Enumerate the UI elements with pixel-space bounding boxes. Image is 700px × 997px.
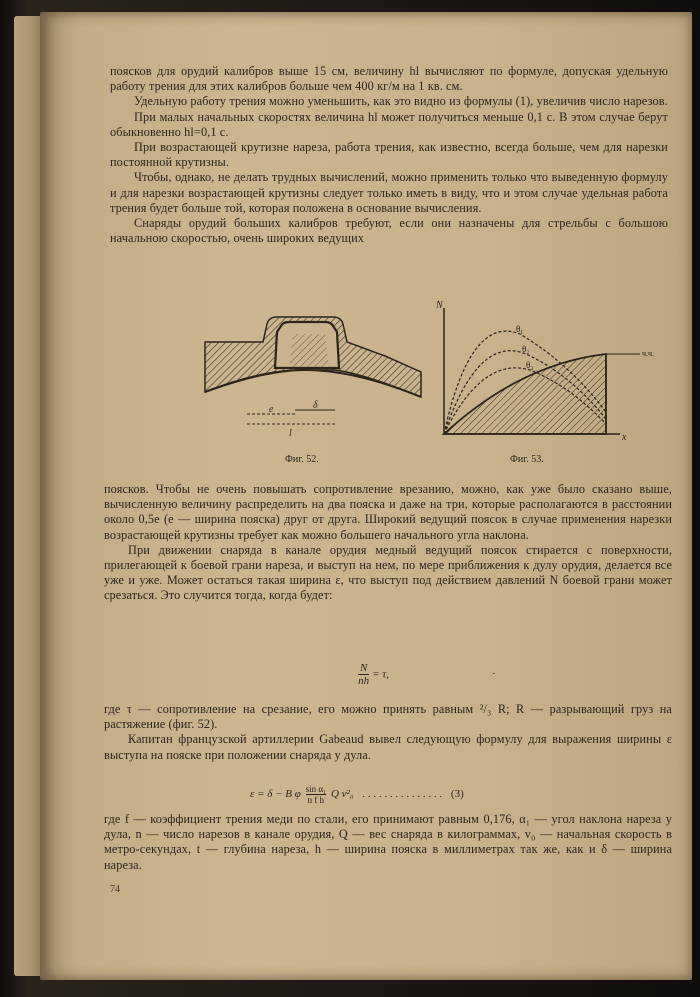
fig53-label-t2: θ₂ [522, 344, 530, 354]
fig52-label-e: e [269, 404, 274, 415]
paragraph: При малых начальных скоростях величина hl может получиться меньше 0,1 с. В этом случае берут обыкновенно hl=0,1 с. [110, 109, 668, 139]
book-page [40, 12, 692, 980]
formula2-frac-den: n f h [307, 795, 325, 805]
paragraph: Капитан французской артиллерии Gabeaud вывел следующую формулу для выражения ширины ε выступа на пояске при положении снаряда у дула. [104, 732, 672, 762]
figure-53-drawing [430, 294, 665, 444]
formula2-left: ε = δ − B φ [250, 788, 301, 801]
fig52-label-l: l [289, 428, 292, 439]
formula-rhs: = τ, [372, 668, 389, 681]
figure-52-caption: Фиг. 52. [285, 454, 319, 465]
formula-gabeaud [250, 784, 670, 805]
paragraph: Удельную работу трения можно уменьшить, как это видно из формулы (1), увеличив число нарезов. [134, 94, 668, 109]
paragraph: При возрастающей крутизне нареза, работа трения, как известно, всегда больше, чем для нарезки постоянной крутизны. [110, 140, 668, 170]
paragraph: поясков. Чтобы не очень повышать сопротивление врезанию, можно, как уже было сказано выше, вычисленную величину распределить на два пояска и даже на три, которые располагаются в расстоянии около 0,5e (e — ширина пояска) друг от друга. Широкий ведущий поясок в случае применения нарезки возрастающей крутизны требует как можно большего начального угла наклона. [104, 482, 672, 542]
paragraph: где f — коэффициент трения меди по стали, его принимают равным 0,176, α₁ — угол наклона нареза у дула, n — число нарезов в канале орудия, Q — вес снаряда в килограммах, v₀ — начальная скорость в метро-секундах, t — глубина нареза, h — ширина пояска в миллиметрах так же, как и δ — ширина нареза. [104, 812, 672, 872]
fig53-label-right: ч.ч. [642, 349, 655, 358]
fig52-groove [289, 334, 329, 368]
text-block-bottom [104, 482, 672, 604]
page-number: 74 [110, 884, 120, 895]
formula-dot: · [492, 668, 496, 680]
fig53-label-t3: θ₃ [526, 360, 534, 370]
formula2-dots: . . . . . . . . . . . . . . . [362, 788, 443, 801]
text-block-final [104, 812, 672, 873]
figure-53-caption: Фиг. 53. [510, 454, 544, 465]
paragraph: При движении снаряда в канале орудия медный ведущий поясок стирается с поверхности, прилегающей к боевой грани нареза, и выступ на нем, по мере приближения к дулу орудия, делается все уже и уже. Может остаться такая ширина ε, что выступ под действием давлений N боевой грани может срезаться. Это случится тогда, когда будет: [104, 542, 672, 603]
text-block-after-formula [104, 702, 672, 763]
formula-denominator: nh [358, 675, 370, 687]
fig53-label-x: x [622, 432, 627, 443]
paragraph: Чтобы, однако, не делать трудных вычислений, можно применить только что выведенную формулу и для нарезки возрастающей крутизны следует только иметь в виду, что и этом случае удельная работа трения будет больше той, которая положена в основание вычисления. [110, 170, 668, 215]
paragraph: поясков для орудий калибров выше 15 см, величину hl вычисляют по формуле, допуская удельную работу трения для этих калибров больше чем 400 кг/м на 1 кв. см. [110, 64, 668, 94]
formula2-frac-num: sin α₁ [305, 784, 327, 794]
fig53-label-N: N [436, 300, 443, 311]
fig52-label-b: δ [313, 400, 318, 411]
paragraph: где τ — сопротивление на срезание, его можно принять равным ²/₃ R; R — разрывающий груз на растяжение (фиг. 52). [104, 702, 672, 732]
fig53-label-t1: θ₁ [516, 324, 524, 334]
formula2-right: Q v²₀ [330, 788, 354, 801]
figure-52-drawing [185, 312, 430, 442]
paragraph: Снаряды орудий больших калибров требуют, если они назначены для стрельбы с большою начальною скоростью, очень широких ведущих [110, 216, 668, 246]
formula-shear [358, 662, 389, 687]
formula-numerator: N [360, 662, 368, 674]
formula2-number: (3) [450, 788, 464, 801]
text-block-top [110, 64, 668, 246]
